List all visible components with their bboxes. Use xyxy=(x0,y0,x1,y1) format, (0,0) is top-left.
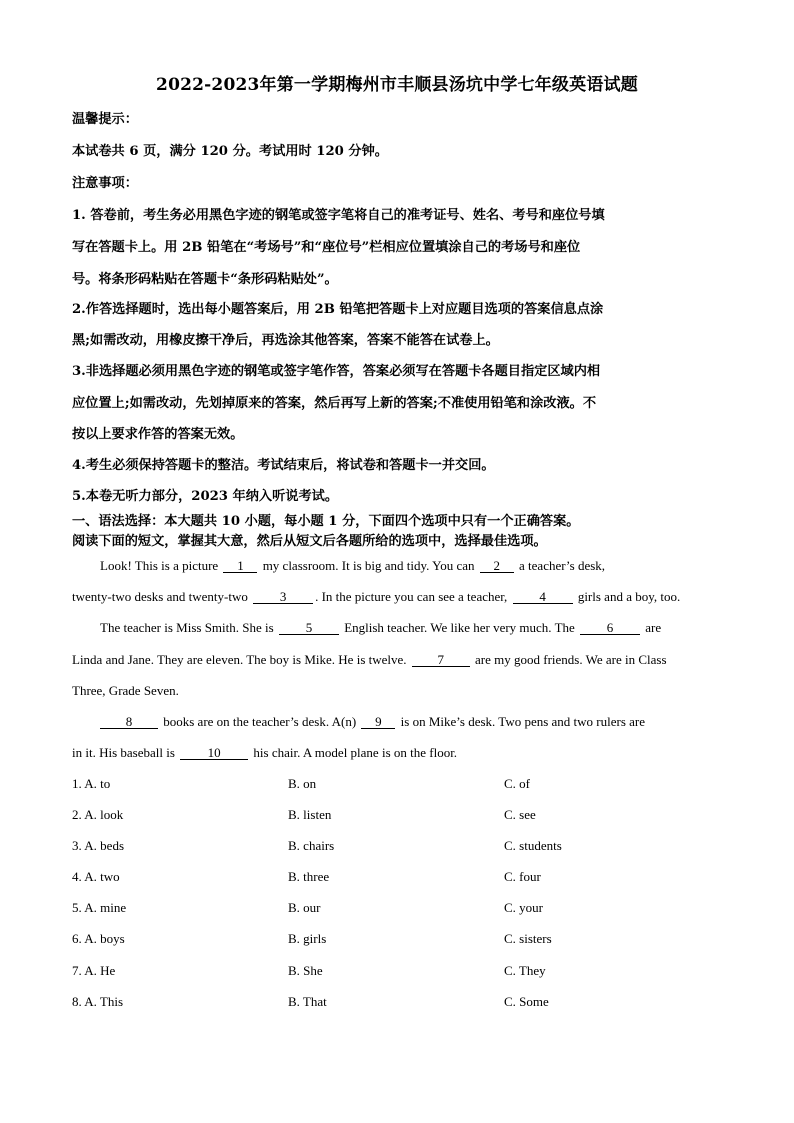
notes-heading: 注意事项： xyxy=(72,176,138,191)
option-a: 8. A. This xyxy=(72,994,124,1009)
note-line: 黑;如需改动，用橡皮擦干净后，再选涂其他答案，答案不能答在试卷上。 xyxy=(72,333,499,348)
option-c: C. Some xyxy=(504,994,549,1009)
option-row xyxy=(72,900,722,918)
option-b: B. She xyxy=(288,963,323,978)
note-line: 4.考生必须保持答题卡的整洁。考试结束后，将试卷和答题卡一并交回。 xyxy=(72,458,495,473)
option-c: C. your xyxy=(504,900,543,915)
option-b: B. chairs xyxy=(288,838,335,853)
blank-8: 8 xyxy=(100,715,158,729)
option-a: 6. A. boys xyxy=(72,931,125,946)
note-line: 写在答题卡上。用 2B 铅笔在“考场号”和“座位号”栏相应位置填涂自己的考场号和座位 xyxy=(72,240,581,255)
tip-heading: 温馨提示： xyxy=(72,112,138,127)
option-a: 7. A. He xyxy=(72,963,116,978)
option-b: B. That xyxy=(288,994,327,1009)
blank-6: 6 xyxy=(580,621,640,635)
option-row xyxy=(72,776,722,794)
option-c: C. sisters xyxy=(504,931,552,946)
note-line: 应位置上;如需改动，先划掉原来的答案，然后再写上新的答案;不准使用铅笔和涂改液。不 xyxy=(72,396,597,411)
blank-5: 5 xyxy=(279,621,339,635)
passage-line: Linda and Jane. They are eleven. The boy is Mike. He is twelve. 7 are my good friends. We are in Class xyxy=(72,652,667,667)
note-line: 1. 答卷前，考生务必用黑色字迹的钢笔或签字笔将自己的准考证号、姓名、考号和座位号填 xyxy=(72,208,605,223)
note-line: 按以上要求作答的答案无效。 xyxy=(72,427,244,442)
blank-3: 3 xyxy=(253,590,313,604)
option-a: 3. A. beds xyxy=(72,838,124,853)
option-b: B. on xyxy=(288,776,317,791)
option-row xyxy=(72,807,722,825)
option-a: 1. A. to xyxy=(72,776,111,791)
option-b: B. our xyxy=(288,900,321,915)
option-c: C. four xyxy=(504,869,541,884)
passage-line: Look! This is a picture 1 my classroom. It is big and tidy. You can 2 a teacher’s desk, xyxy=(100,558,606,573)
note-line: 5.本卷无听力部分，2023 年纳入听说考试。 xyxy=(72,489,339,504)
note-line: 2.作答选择题时，选出每小题答案后，用 2B 铅笔把答题卡上对应题目选项的答案信息点涂 xyxy=(72,302,604,317)
blank-10: 10 xyxy=(180,746,248,760)
passage-line: twenty-two desks and twenty-two 3 . In the picture you can see a teacher, 4 girls and a boy, too. xyxy=(72,589,681,604)
option-c: C. They xyxy=(504,963,546,978)
passage-line: in it. His baseball is 10 his chair. A model plane is on the floor. xyxy=(72,745,458,760)
blank-2: 2 xyxy=(480,559,514,573)
option-row xyxy=(72,838,722,856)
option-b: B. girls xyxy=(288,931,327,946)
blank-1: 1 xyxy=(223,559,257,573)
exam-title: 2022-2023年第一学期梅州市丰顺县汤坑中学七年级英语试题 xyxy=(156,75,638,95)
option-b: B. listen xyxy=(288,807,332,822)
option-a: 4. A. two xyxy=(72,869,120,884)
option-c: C. students xyxy=(504,838,562,853)
note-line: 3.非选择题必须用黑色字迹的钢笔或签字笔作答，答案必须写在答题卡各题目指定区域内相 xyxy=(72,364,601,379)
option-b: B. three xyxy=(288,869,330,884)
option-c: C. of xyxy=(504,776,530,791)
section-directions: 阅读下面的短文，掌握其大意，然后从短文后各题所给的选项中，选择最佳选项。 xyxy=(72,534,547,549)
option-row xyxy=(72,963,722,981)
blank-4: 4 xyxy=(513,590,573,604)
passage-line: Three, Grade Seven. xyxy=(72,683,179,698)
passage-line: 8 books are on the teacher’s desk. A(n) 9 is on Mike’s desk. Two pens and two rulers are xyxy=(100,714,750,730)
blank-7: 7 xyxy=(412,653,470,667)
option-row xyxy=(72,869,722,887)
option-a: 2. A. look xyxy=(72,807,124,822)
option-row xyxy=(72,931,722,949)
option-a: 5. A. mine xyxy=(72,900,127,915)
blank-9: 9 xyxy=(361,715,395,729)
tip-text: 本试卷共 6 页，满分 120 分。考试用时 120 分钟。 xyxy=(72,144,388,159)
section-heading: 一、语法选择：本大题共 10 小题，每小题 1 分，下面四个选项中只有一个正确答案。 xyxy=(72,514,580,529)
option-c: C. see xyxy=(504,807,536,822)
note-line: 号。将条形码粘贴在答题卡“条形码粘贴处”。 xyxy=(72,272,338,287)
option-row xyxy=(72,994,722,1012)
passage-line: The teacher is Miss Smith. She is 5 English teacher. We like her very much. The 6 are xyxy=(100,620,662,635)
